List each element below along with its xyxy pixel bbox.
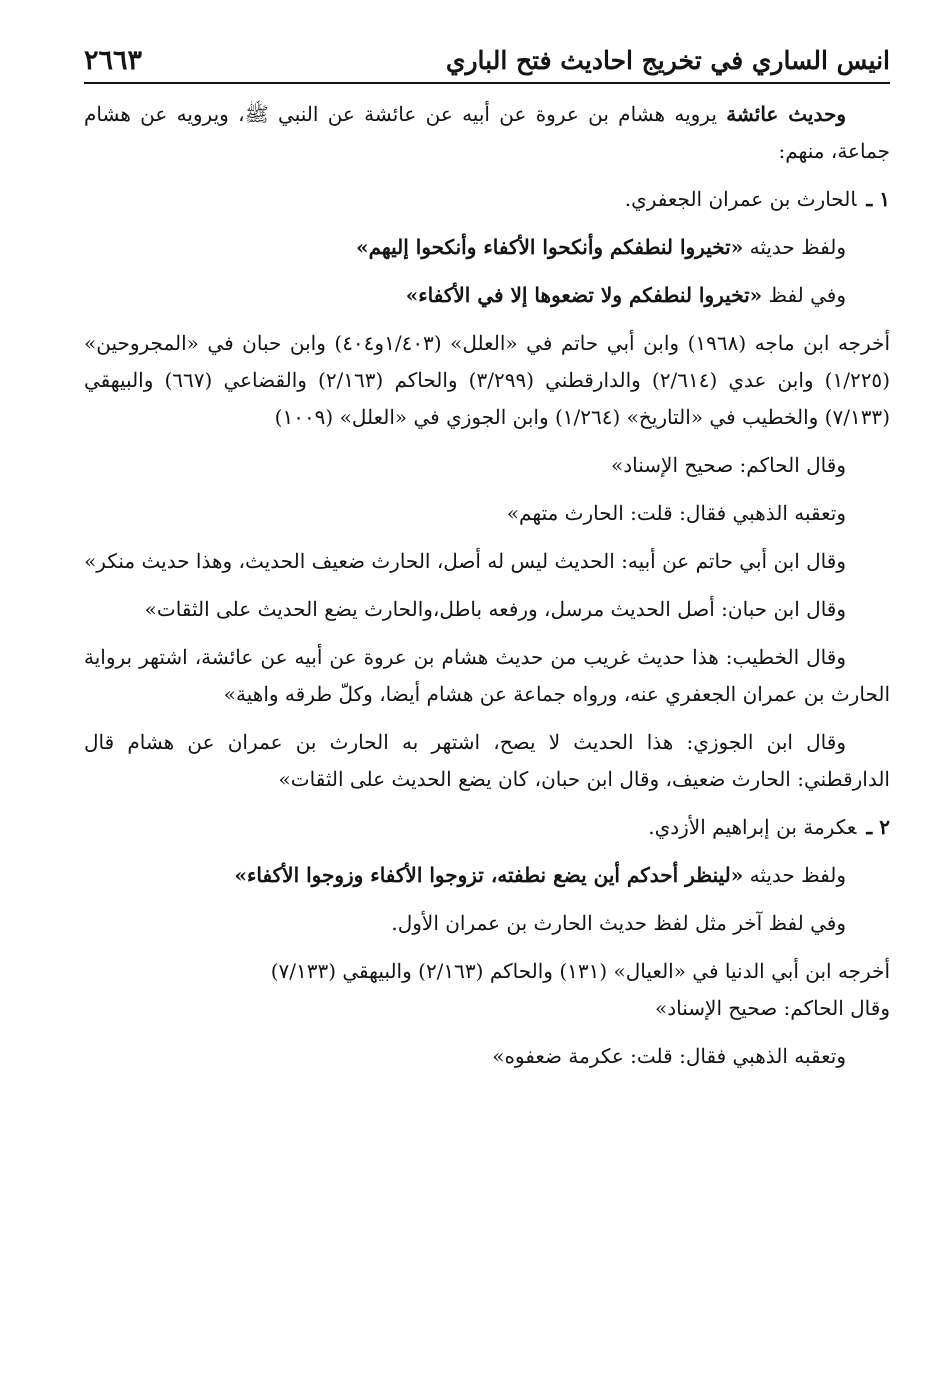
- item1-heading: [84, 181, 890, 218]
- book-title: انيس الساري في تخريج احاديث فتح الباري: [445, 45, 890, 75]
- intro-text: يرويه هشام بن عروة عن أبيه عن عائشة عن النبي ﷺ، ويرويه عن هشام جماعة، منهم:: [84, 102, 890, 163]
- hakim-statement: وقال الحاكم: صحيح الإسناد»: [611, 453, 846, 477]
- item2-wording1: [84, 857, 890, 894]
- item1-wording1: [84, 229, 890, 266]
- item1-name: الحارث بن عمران الجعفري.: [624, 187, 857, 211]
- item1-takhrij: أخرجه ابن ماجه (١٩٦٨) وابن أبي حاتم في «العلل» (١/٤٠٣و٤٠٤) وابن حبان في «المجروحين» (١/٢٢٥) وابن عدي (٢/٦١٤) والدارقطني (٣/٢٩٩) والحاكم (٢/١٦٣) والقضاعي (٦٦٧) والبيهقي (٧/١٣٣) والخطيب في «التاريخ» (١/٢٦٤) وابن الجوزي في «العلل» (١٠٠٩): [84, 331, 890, 429]
- item2-heading: [84, 809, 890, 846]
- page-header: [84, 38, 890, 84]
- page-number: ٢٦٦٣: [84, 44, 143, 76]
- dhahabi-statement-2: وتعقبه الذهبي فقال: قلت: عكرمة ضعفوه»: [492, 1044, 846, 1068]
- ibn-hibban-statement: وقال ابن حبان: أصل الحديث مرسل، ورفعه باطل،والحارث يضع الحديث على الثقات»: [144, 597, 846, 621]
- item2-wording1-pre: ولفظ حديثه: [743, 863, 846, 887]
- page-body: [84, 96, 890, 1086]
- item2-wording2: وفي لفظ آخر مثل لفظ حديث الحارث بن عمران الأول.: [391, 911, 846, 935]
- hakim-statement-2: وقال الحاكم: صحيح الإسناد»: [655, 996, 890, 1020]
- item2-takhrij: أخرجه ابن أبي الدنيا في «العيال» (١٣١) والحاكم (٢/١٦٣) والبيهقي (٧/١٣٣): [270, 959, 890, 983]
- item1-wording2-text: «تخيروا لنطفكم ولا تضعوها إلا في الأكفاء»: [405, 283, 763, 307]
- item2-wording1-text: «لينظر أحدكم أين يضع نطفته، تزوجوا الأكفاء وزوجوا الأكفاء»: [234, 863, 744, 887]
- khatib-statement: وقال الخطيب: هذا حديث غريب من حديث هشام بن عروة عن أبيه عن عائشة، اشتهر برواية الحارث بن عمران الجعفري عنه، ورواه جماعة عن هشام أيضا، وكلّ طرقه واهية»: [84, 645, 890, 706]
- item1-wording2: [84, 277, 890, 314]
- item2-number: ٢ ـ: [866, 815, 890, 839]
- ibn-jawzi-statement: وقال ابن الجوزي: هذا الحديث لا يصح، اشتهر به الحارث بن عمران عن هشام قال الدارقطني: الحارث ضعيف، وقال ابن حبان، كان يضع الحديث على الثقات»: [84, 730, 890, 791]
- item2-name: عكرمة بن إبراهيم الأزدي.: [648, 815, 857, 839]
- item1-wording1-pre: ولفظ حديثه: [743, 235, 846, 259]
- abi-hatim-statement: وقال ابن أبي حاتم عن أبيه: الحديث ليس له أصل، الحارث ضعيف الحديث، وهذا حديث منكر»: [84, 549, 846, 573]
- item1-wording2-pre: وفي لفظ: [762, 283, 846, 307]
- item1-number: ١ ـ: [866, 187, 890, 211]
- intro-paragraph: [84, 96, 890, 170]
- dhahabi-statement-1: وتعقبه الذهبي فقال: قلت: الحارث متهم»: [506, 501, 846, 525]
- item1-wording1-text: «تخيروا لنطفكم وأنكحوا الأكفاء وأنكحوا إليهم»: [356, 235, 744, 259]
- intro-bold: وحديث عائشة: [726, 102, 846, 126]
